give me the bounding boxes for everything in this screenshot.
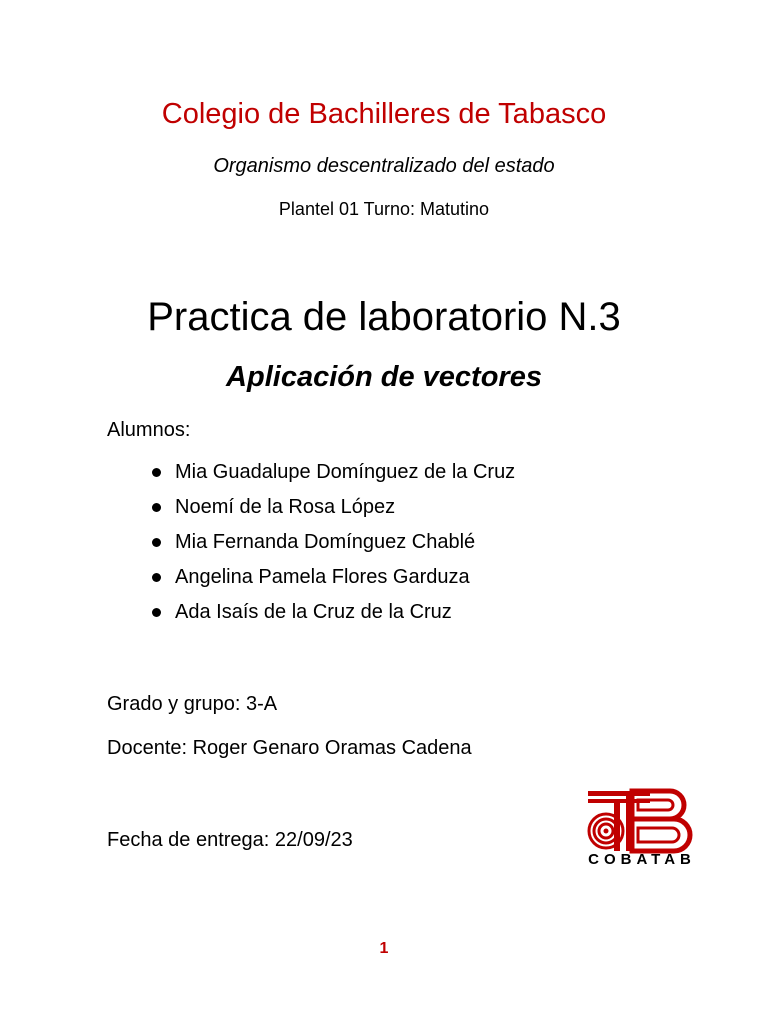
list-item bbox=[148, 493, 515, 528]
student-name: Angelina Pamela Flores Garduza bbox=[175, 566, 470, 588]
school-name: Colegio de Bachilleres de Tabasco bbox=[161, 98, 607, 130]
organism-line: Organismo descentralizado del estado bbox=[213, 155, 555, 177]
page-number: 1 bbox=[379, 940, 389, 957]
student-name: Noemí de la Rosa López bbox=[175, 496, 396, 518]
list-item bbox=[148, 528, 515, 563]
bullet-icon bbox=[152, 573, 161, 582]
list-item bbox=[148, 598, 515, 633]
teacher-line: Docente: Roger Genaro Oramas Cadena bbox=[107, 737, 472, 759]
students-label: Alumnos: bbox=[107, 419, 191, 441]
logo-wordmark: COBATAB bbox=[588, 851, 696, 868]
document-subtitle: Aplicación de vectores bbox=[226, 361, 542, 393]
bullet-icon bbox=[152, 608, 161, 617]
student-name: Mia Fernanda Domínguez Chablé bbox=[175, 531, 476, 553]
bullet-icon bbox=[152, 503, 161, 512]
grade-group-line: Grado y grupo: 3-A bbox=[107, 693, 278, 715]
bullet-icon bbox=[152, 468, 161, 477]
student-name: Ada Isaís de la Cruz de la Cruz bbox=[175, 601, 452, 623]
document-title: Practica de laboratorio N.3 bbox=[147, 295, 621, 339]
campus-shift-line: Plantel 01 Turno: Matutino bbox=[278, 199, 490, 219]
list-item bbox=[148, 458, 515, 493]
student-name: Mia Guadalupe Domínguez de la Cruz bbox=[175, 461, 516, 483]
students-list bbox=[148, 458, 515, 633]
list-item bbox=[148, 563, 515, 598]
delivery-date-line: Fecha de entrega: 22/09/23 bbox=[107, 829, 353, 851]
bullet-icon bbox=[152, 538, 161, 547]
